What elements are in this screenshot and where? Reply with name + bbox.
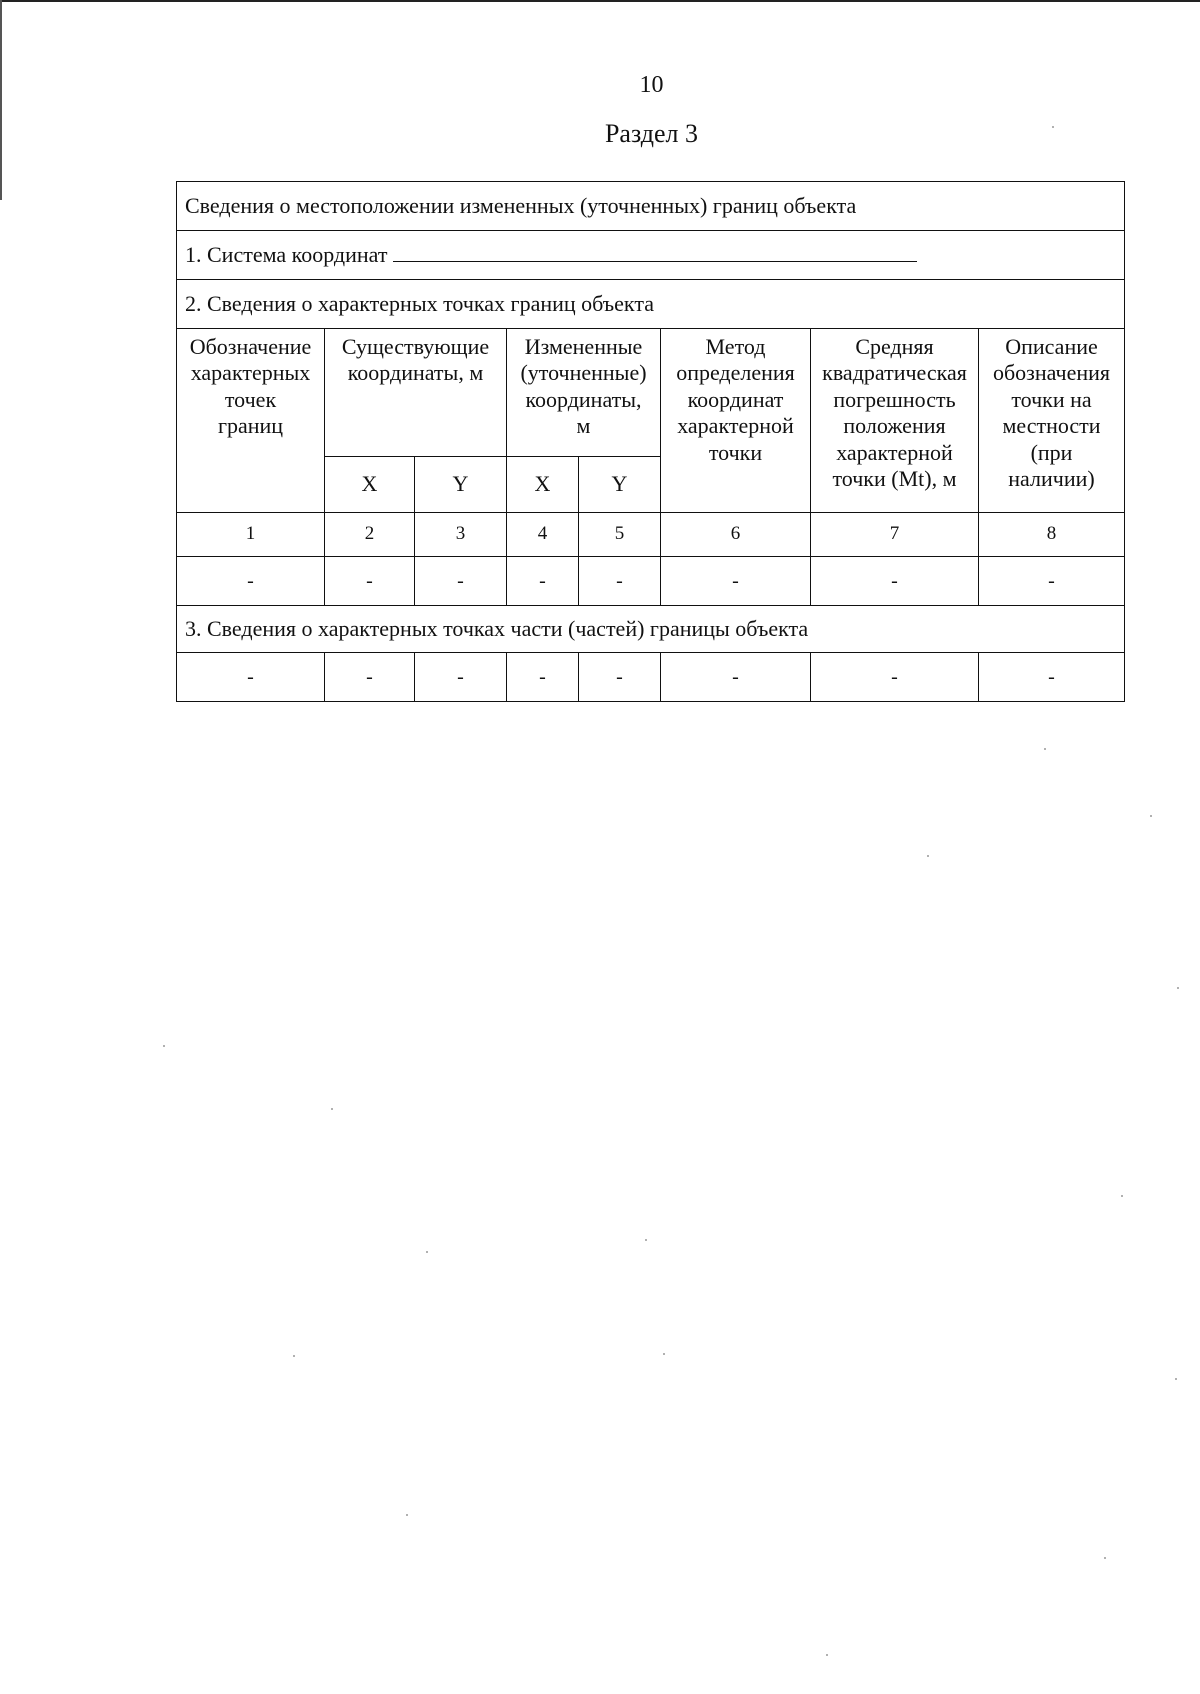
table-cell: - bbox=[979, 653, 1125, 702]
scan-speck bbox=[1150, 815, 1152, 817]
table-cell: - bbox=[811, 557, 979, 606]
table-cell: - bbox=[415, 653, 507, 702]
table-cell: - bbox=[415, 557, 507, 606]
scan-speck bbox=[826, 1654, 828, 1656]
scan-speck bbox=[1177, 987, 1179, 989]
header-rms-error-text: Средняя квадратическая погрешность положения характерной точки (Mt), м bbox=[822, 334, 967, 491]
boundary-points-table bbox=[176, 181, 1125, 702]
header-designation bbox=[177, 329, 325, 513]
scan-speck bbox=[1121, 1195, 1123, 1197]
header-method-text: Метод определения координат характерной точки bbox=[676, 334, 795, 465]
sub-header-existing-x: X bbox=[325, 457, 415, 513]
header-rms-error bbox=[811, 329, 979, 513]
sub-header-existing-y: Y bbox=[415, 457, 507, 513]
header-existing-coords-text: Существующие координаты, м bbox=[341, 334, 490, 386]
table-cell: - bbox=[811, 653, 979, 702]
column-number: 6 bbox=[661, 513, 811, 557]
coord-system-label: 1. Система координат bbox=[185, 241, 388, 267]
column-number: 5 bbox=[579, 513, 661, 557]
column-number: 1 bbox=[177, 513, 325, 557]
column-number-row bbox=[177, 513, 1125, 557]
coord-system-row bbox=[177, 231, 1125, 280]
table-title-row bbox=[177, 182, 1125, 231]
column-number: 2 bbox=[325, 513, 415, 557]
scan-edge-top bbox=[0, 0, 1200, 2]
table-cell: - bbox=[579, 653, 661, 702]
table-cell: - bbox=[661, 557, 811, 606]
column-number: 4 bbox=[507, 513, 579, 557]
header-changed-coords bbox=[507, 329, 661, 457]
scan-speck bbox=[1052, 126, 1054, 128]
scan-speck bbox=[163, 1045, 165, 1047]
parts-data-row bbox=[177, 653, 1125, 702]
scan-edge-left bbox=[0, 0, 2, 200]
scan-speck bbox=[927, 855, 929, 857]
header-designation-text: Обозначение характерных точек границ bbox=[189, 334, 312, 439]
header-description bbox=[979, 329, 1125, 513]
table-cell: - bbox=[661, 653, 811, 702]
scan-speck bbox=[1175, 1378, 1177, 1380]
table-cell: - bbox=[177, 557, 325, 606]
header-method bbox=[661, 329, 811, 513]
table-cell: - bbox=[579, 557, 661, 606]
header-description-text: Описание обозначения точки на местности (при наличии) bbox=[992, 334, 1111, 491]
points-section-label: 2. Сведения о характерных точках границ объекта bbox=[177, 280, 1125, 329]
parts-section-label: 3. Сведения о характерных точках части (частей) границы объекта bbox=[177, 606, 1125, 653]
table-cell: - bbox=[979, 557, 1125, 606]
table-cell: - bbox=[177, 653, 325, 702]
scan-speck bbox=[663, 1353, 665, 1355]
column-number: 8 bbox=[979, 513, 1125, 557]
scan-speck bbox=[331, 1108, 333, 1110]
sub-header-changed-y: Y bbox=[579, 457, 661, 513]
scan-speck bbox=[406, 1514, 408, 1516]
header-row bbox=[177, 329, 1125, 457]
points-section-row bbox=[177, 280, 1125, 329]
table-cell: - bbox=[507, 653, 579, 702]
points-data-row bbox=[177, 557, 1125, 606]
page-number: 10 bbox=[639, 72, 664, 98]
parts-section-row bbox=[177, 606, 1125, 653]
column-number: 3 bbox=[415, 513, 507, 557]
header-changed-coords-text: Измененные (уточненные) координаты, м bbox=[520, 334, 647, 439]
scan-speck bbox=[1044, 748, 1046, 750]
table-title: Сведения о местоположении измененных (уточненных) границ объекта bbox=[177, 182, 1125, 231]
section-title: Раздел 3 bbox=[604, 119, 699, 148]
scan-speck bbox=[426, 1251, 428, 1253]
coord-system-blank-line bbox=[393, 243, 917, 262]
header-existing-coords bbox=[325, 329, 507, 457]
coord-system-cell bbox=[177, 231, 1125, 280]
scan-speck bbox=[293, 1355, 295, 1357]
sub-header-changed-x: X bbox=[507, 457, 579, 513]
table-cell: - bbox=[325, 557, 415, 606]
column-number: 7 bbox=[811, 513, 979, 557]
scan-speck bbox=[645, 1239, 647, 1241]
scan-speck bbox=[1104, 1557, 1106, 1559]
table-cell: - bbox=[325, 653, 415, 702]
table-cell: - bbox=[507, 557, 579, 606]
